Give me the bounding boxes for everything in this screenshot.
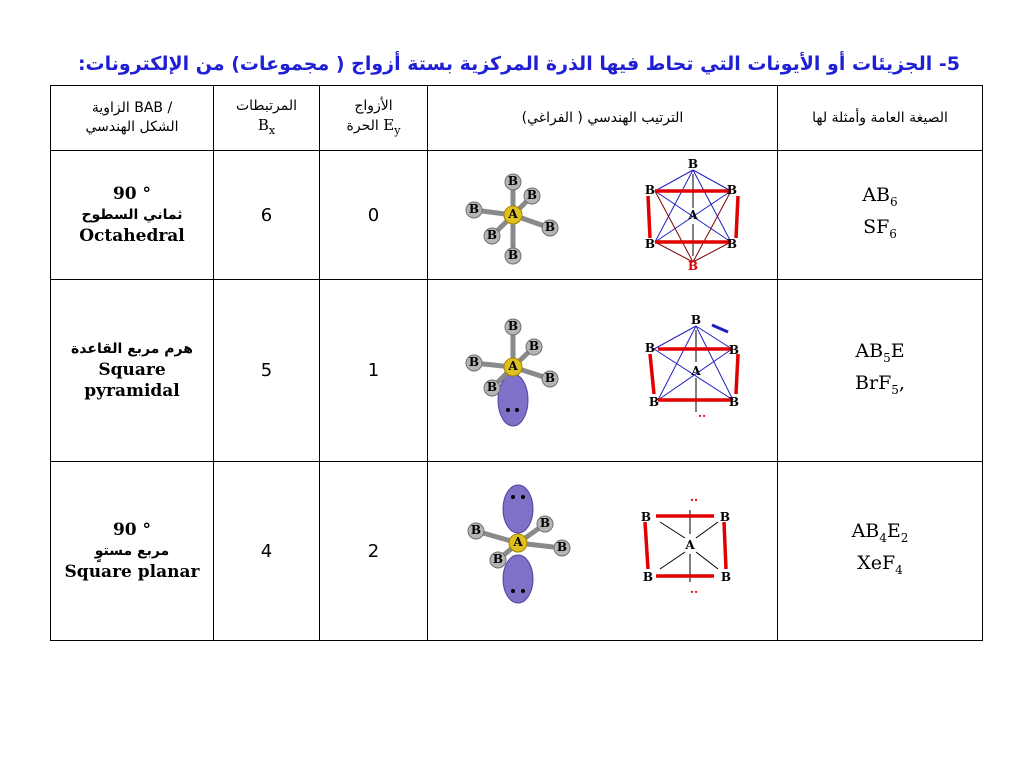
svg-text:B: B <box>507 248 519 262</box>
svg-text:B: B <box>644 340 656 355</box>
table-row <box>51 462 983 641</box>
svg-text:··: ·· <box>689 584 699 599</box>
svg-text:B: B <box>642 569 654 584</box>
svg-text:B: B <box>539 515 551 530</box>
svg-text:B: B <box>644 237 656 251</box>
svg-text:··: ·· <box>697 408 707 423</box>
svg-text:A: A <box>691 363 701 378</box>
ball-and-stick-model-square-pyramidal <box>466 319 558 426</box>
formula-cell: $AB_5E$ BrF$_5$, <box>778 280 983 462</box>
svg-text:A: A <box>508 207 518 221</box>
svg-text:B: B <box>648 394 660 409</box>
svg-text:B: B <box>690 312 702 327</box>
svg-text:B: B <box>728 394 740 409</box>
svg-text:··: ·· <box>689 492 699 507</box>
svg-text:B: B <box>726 183 738 197</box>
header-free-pairs: الأزواج الحرة $E_y$ <box>320 86 428 151</box>
table-row <box>51 280 983 462</box>
free-pair-count: 0 <box>320 151 428 280</box>
svg-text:B: B <box>640 509 652 524</box>
ball-and-stick-model-square-planar <box>468 485 570 603</box>
svg-text:B: B <box>526 188 538 202</box>
line-diagram-octahedral <box>645 157 738 273</box>
svg-text:B: B <box>507 318 519 333</box>
header-row <box>51 86 983 151</box>
geometry-cell <box>428 280 778 462</box>
svg-text:B: B <box>719 509 731 524</box>
svg-text:B: B <box>726 237 738 251</box>
header-bonded-atoms: المرتبطات $B_x$ <box>214 86 320 151</box>
page-title: 5- الجزيئات أو الأيونات التي تحاط فيها الذرة المركزية بستة أزواج ( مجموعات) من الإلكترونات: <box>77 53 960 75</box>
svg-text:B: B <box>556 539 568 554</box>
line-diagram-square-planar <box>641 493 731 599</box>
table-row <box>51 151 983 280</box>
bonded-count: 5 <box>214 280 320 462</box>
svg-text:B: B <box>687 157 699 171</box>
ball-and-stick-model-octahedral <box>466 174 558 264</box>
header-angle-shape: الزاوية BAB / الشكل الهندسي <box>51 86 214 151</box>
formula-cell: $AB_6$ $SF_6$ <box>778 151 983 280</box>
svg-text:B: B <box>468 354 480 369</box>
svg-text:A: A <box>688 208 698 222</box>
free-pair-count: 1 <box>320 280 428 462</box>
svg-text:B: B <box>486 228 498 242</box>
svg-text:B: B <box>486 379 498 394</box>
bonded-count: 4 <box>214 462 320 641</box>
bonded-count: 6 <box>214 151 320 280</box>
line-diagram-square-pyramidal <box>645 313 739 423</box>
svg-text:B: B <box>544 370 556 385</box>
svg-text:B: B <box>528 338 540 353</box>
svg-text:B: B <box>470 522 482 537</box>
vsepr-table <box>50 85 983 641</box>
geometry-cell <box>428 151 778 280</box>
svg-text:A: A <box>685 537 695 552</box>
header-geometry: الترتيب الهندسي ( الفراغي) <box>428 86 778 151</box>
header-formula: الصيغة العامة وأمثلة لها <box>778 86 983 151</box>
svg-text:A: A <box>513 534 523 549</box>
free-pair-count: 2 <box>320 462 428 641</box>
svg-text:B: B <box>492 551 504 566</box>
shape-cell: 90 ° ثماني السطوح Octahedral <box>51 151 214 280</box>
svg-text:B: B <box>468 202 480 216</box>
svg-text:B: B <box>720 569 732 584</box>
svg-text:B: B <box>644 183 656 197</box>
svg-text:B: B <box>544 220 556 234</box>
shape-cell: 90 ° مربع مستوٍ Square planar <box>51 462 214 641</box>
svg-text:B: B <box>507 174 519 188</box>
shape-cell: هرم مربع القاعدة Square pyramidal <box>51 280 214 462</box>
formula-cell: $AB_4E_2$ XeF$_4$ <box>778 462 983 641</box>
svg-text:B: B <box>728 342 740 357</box>
geometry-cell <box>428 462 778 641</box>
svg-text:B: B <box>687 259 699 273</box>
svg-text:A: A <box>508 358 518 373</box>
